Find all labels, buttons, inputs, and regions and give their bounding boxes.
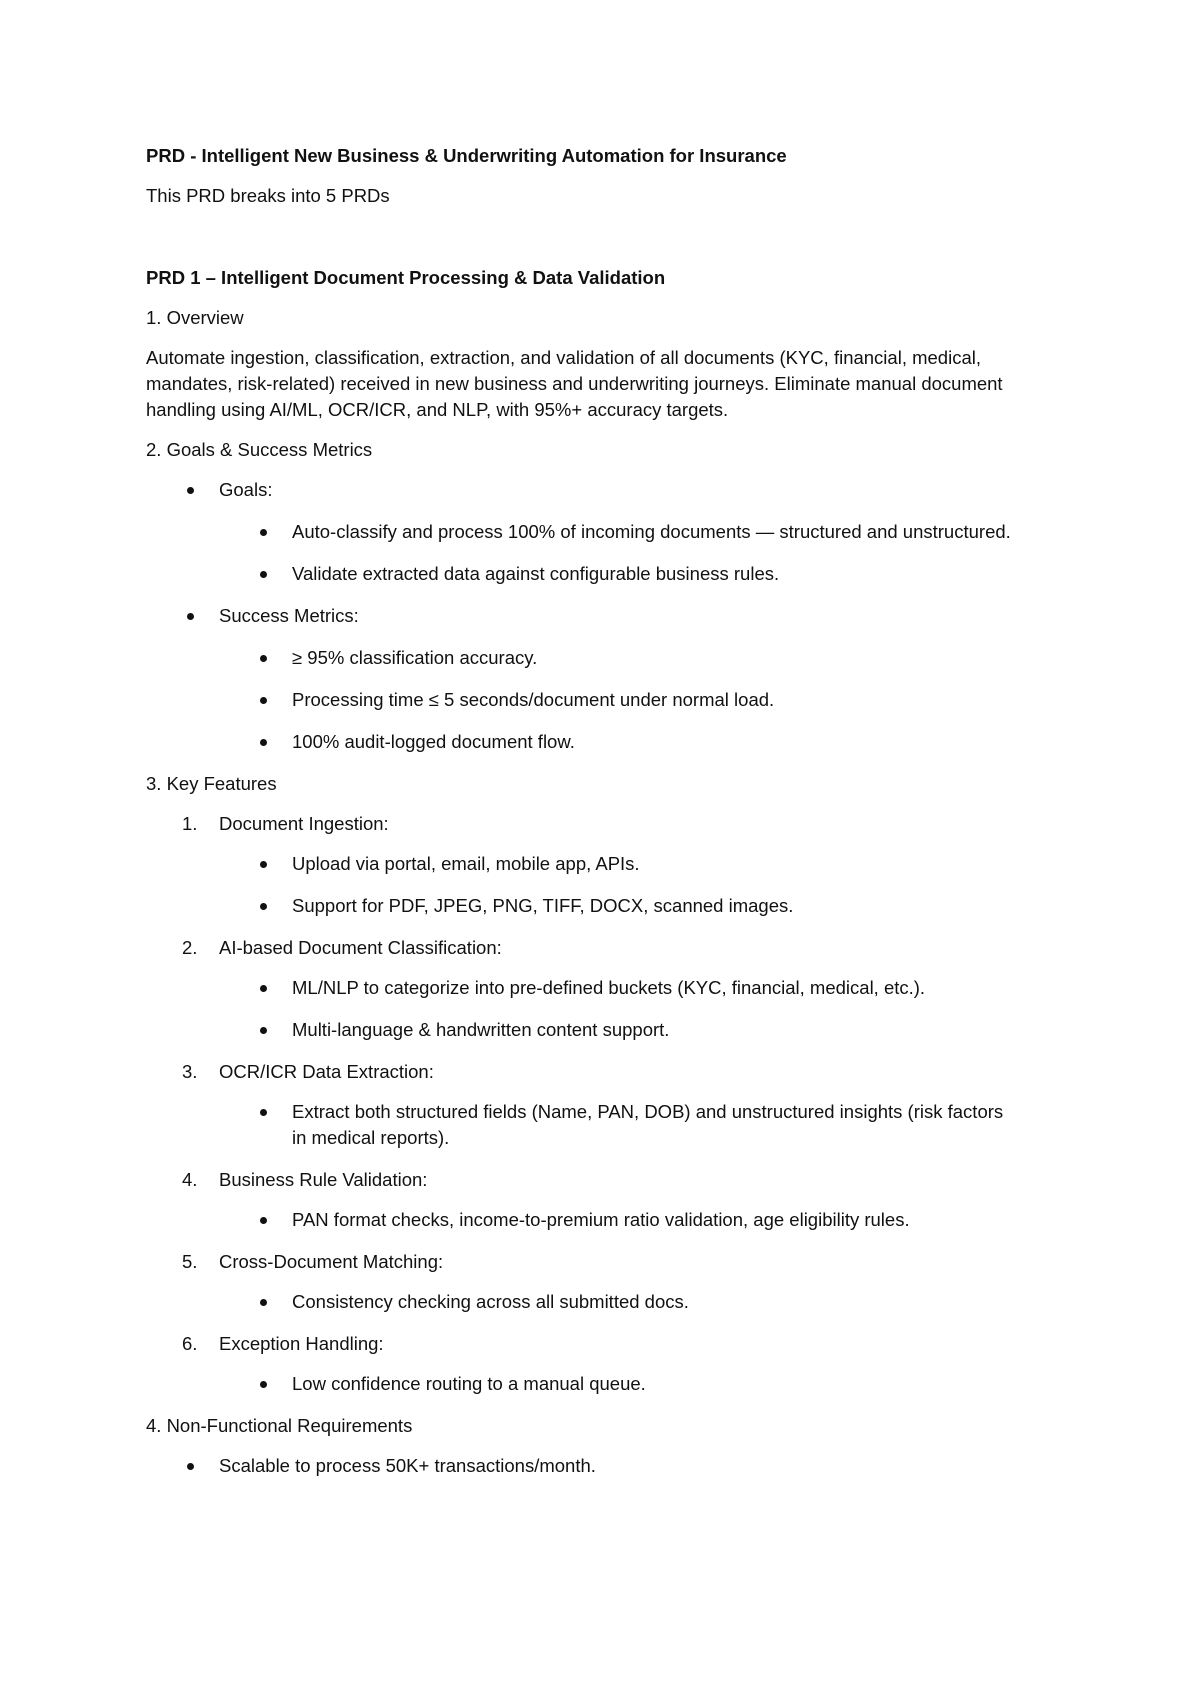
feature-label: AI-based Document Classification: [219,937,502,958]
bullet-icon [260,1109,267,1116]
document-content [146,143,1046,1495]
list-item [146,1371,1046,1397]
bullet-icon [260,1381,267,1388]
list-item [146,1099,1046,1151]
bullet-icon [260,739,267,746]
feature-label: Document Ingestion: [219,813,389,834]
document-subtitle: This PRD breaks into 5 PRDs [146,185,390,206]
feature-number: 5. [182,1251,198,1272]
feature-detail: Upload via portal, email, mobile app, APIs. [292,853,640,874]
feature-label: Cross-Document Matching: [219,1251,444,1272]
feature-label: OCR/ICR Data Extraction: [219,1061,434,1082]
goals-heading: 2. Goals & Success Metrics [146,439,373,460]
goals-label: Goals: [219,479,273,500]
metric-text: Processing time ≤ 5 seconds/document under normal load. [292,689,775,710]
list-item [146,603,1046,629]
list-item [146,477,1046,503]
feature-label: Exception Handling: [219,1333,384,1354]
list-item [146,561,1046,587]
list-item [146,729,1046,755]
bullet-icon [260,985,267,992]
document-title: PRD - Intelligent New Business & Underwriting Automation for Insurance [146,145,787,166]
list-item [146,1017,1046,1043]
bullet-icon [187,1463,194,1470]
list-item [146,519,1046,545]
bullet-icon [260,1299,267,1306]
feature-item [146,811,1046,837]
feature-item [146,1249,1046,1275]
bullet-icon [187,613,194,620]
feature-item [146,1331,1046,1357]
feature-number: 6. [182,1333,198,1354]
metric-text: ≥ 95% classification accuracy. [292,647,538,668]
nfr-heading: 4. Non-Functional Requirements [146,1415,413,1436]
goal-text: Auto-classify and process 100% of incoming documents — structured and unstructured. [292,521,1011,542]
features-heading: 3. Key Features [146,773,277,794]
bullet-icon [187,487,194,494]
goal-text: Validate extracted data against configurable business rules. [292,563,780,584]
feature-number: 4. [182,1169,198,1190]
prd1-title: PRD 1 – Intelligent Document Processing & Data Validation [146,267,666,288]
bullet-icon [260,571,267,578]
metric-text: 100% audit-logged document flow. [292,731,575,752]
feature-detail: ML/NLP to categorize into pre-defined buckets (KYC, financial, medical, etc.). [292,977,926,998]
bullet-icon [260,1027,267,1034]
bullet-icon [260,655,267,662]
feature-item [146,1167,1046,1193]
feature-detail: Extract both structured fields (Name, PAN, DOB) and unstructured insights (risk factors in medical reports). [292,1101,1004,1148]
list-item [146,893,1046,919]
list-item [146,687,1046,713]
overview-text: Automate ingestion, classification, extraction, and validation of all documents (KYC, financial, medical, mandates, risk-related) received in new business and underwriting journeys. Eliminate manual document handling using AI/ML, OCR/ICR, and NLP, with 95%+ accuracy targets. [146,347,1003,420]
feature-detail: Low confidence routing to a manual queue. [292,1373,646,1394]
feature-label: Business Rule Validation: [219,1169,428,1190]
metrics-label: Success Metrics: [219,605,359,626]
feature-number: 1. [182,813,198,834]
list-item [146,975,1046,1001]
feature-number: 3. [182,1061,198,1082]
feature-detail: Support for PDF, JPEG, PNG, TIFF, DOCX, scanned images. [292,895,794,916]
bullet-icon [260,697,267,704]
bullet-icon [260,861,267,868]
overview-heading: 1. Overview [146,307,244,328]
bullet-icon [260,903,267,910]
bullet-icon [260,529,267,536]
list-item [146,645,1046,671]
nfr-text: Scalable to process 50K+ transactions/month. [219,1455,596,1476]
list-item [146,1453,1046,1479]
feature-detail: Multi-language & handwritten content support. [292,1019,670,1040]
list-item [146,1207,1046,1233]
feature-detail: PAN format checks, income-to-premium ratio validation, age eligibility rules. [292,1209,910,1230]
list-item [146,851,1046,877]
feature-item [146,935,1046,961]
list-item [146,1289,1046,1315]
bullet-icon [260,1217,267,1224]
feature-number: 2. [182,937,198,958]
feature-item [146,1059,1046,1085]
feature-detail: Consistency checking across all submitted docs. [292,1291,689,1312]
